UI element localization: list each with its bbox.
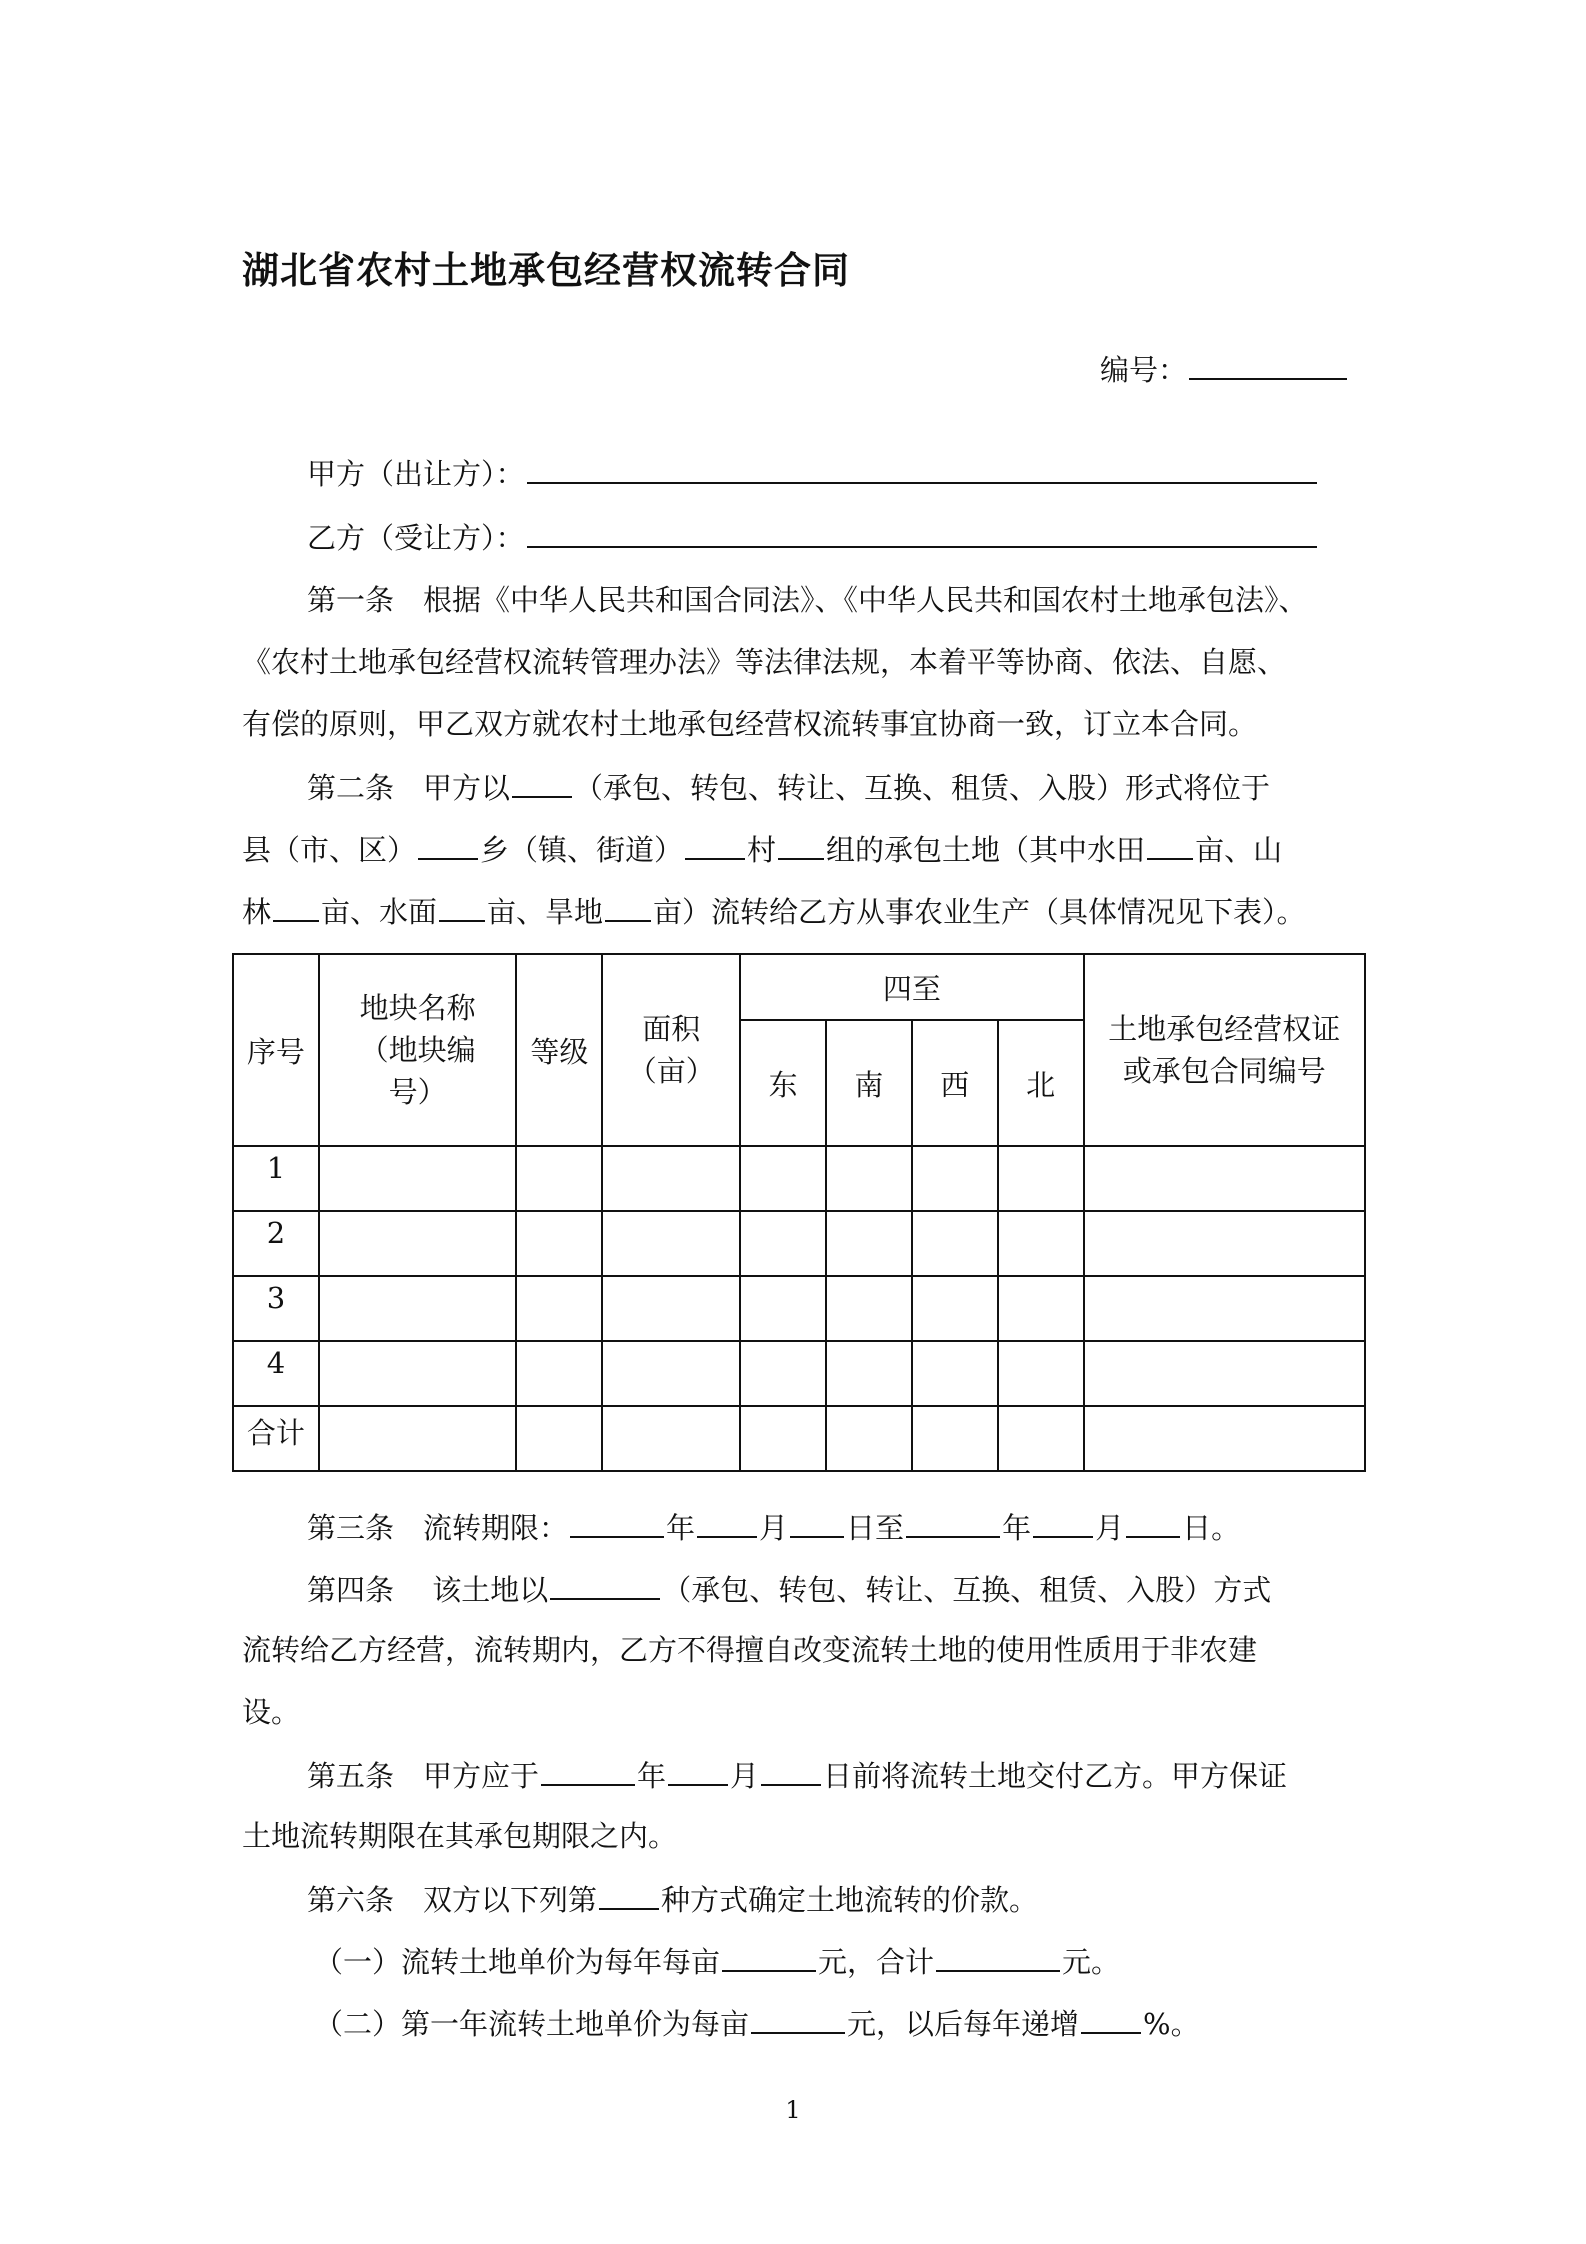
cell[interactable] — [740, 1211, 826, 1276]
village-blank[interactable] — [685, 828, 745, 860]
transfer-form-blank[interactable] — [512, 766, 572, 798]
article-2-text: 亩、山 — [1195, 833, 1283, 867]
document-title: 湖北省农村土地承包经营权流转合同 — [242, 249, 850, 292]
article-2-line-3 — [242, 890, 1306, 932]
start-day-blank[interactable] — [790, 1506, 844, 1538]
cell[interactable] — [319, 1276, 517, 1341]
header-certificate: 土地承包经营权证 或承包合同编号 — [1084, 954, 1365, 1146]
transfer-method-blank[interactable] — [550, 1568, 660, 1600]
table-row-total — [233, 1406, 1365, 1471]
article-1-line-3: 有偿的原则，甲乙双方就农村土地承包经营权流转事宜协商一致，订立本合同。 — [242, 707, 1258, 741]
article-6-text: （一）流转土地单价为每年每亩 — [314, 1945, 721, 1979]
delivery-month-blank[interactable] — [668, 1754, 728, 1786]
party-a — [307, 452, 1319, 494]
cell[interactable] — [1084, 1341, 1365, 1406]
article-6-text: 元，合计 — [818, 1945, 935, 1979]
page-number: 1 — [785, 2096, 801, 2124]
cell[interactable] — [740, 1146, 826, 1211]
header-west: 西 — [912, 1020, 998, 1146]
article-6-option-1 — [314, 1940, 1120, 1982]
cell[interactable] — [998, 1276, 1084, 1341]
cell[interactable] — [998, 1146, 1084, 1211]
cell[interactable] — [826, 1406, 912, 1471]
article-4-line-1 — [307, 1568, 1271, 1610]
article-4-text: （承包、转包、转让、互换、租赁、入股）方式 — [662, 1573, 1272, 1607]
article-5-line-1 — [307, 1754, 1287, 1796]
cell[interactable] — [826, 1211, 912, 1276]
article-3-text: 日至 — [846, 1511, 905, 1545]
dryland-area-blank[interactable] — [605, 890, 651, 922]
table-row — [233, 1341, 1365, 1406]
cell[interactable] — [740, 1341, 826, 1406]
party-a-label: 甲方（出让方）： — [307, 457, 525, 491]
delivery-year-blank[interactable] — [541, 1754, 635, 1786]
table-row — [233, 1276, 1365, 1341]
article-6-option-2 — [314, 2002, 1200, 2044]
total-price-blank[interactable] — [936, 1940, 1060, 1972]
cell[interactable] — [516, 1341, 602, 1406]
cell[interactable] — [826, 1341, 912, 1406]
cell[interactable] — [1084, 1211, 1365, 1276]
article-4-text: 第四条 该土地以 — [307, 1573, 549, 1607]
water-area-blank[interactable] — [439, 890, 485, 922]
cell[interactable] — [319, 1341, 517, 1406]
cell[interactable] — [998, 1341, 1084, 1406]
article-6-line-1 — [307, 1878, 1038, 1920]
article-2-text: 亩、水面 — [321, 895, 438, 929]
cell[interactable] — [1084, 1406, 1365, 1471]
article-3-text: 第三条 流转期限： — [307, 1511, 569, 1545]
article-5-line-2: 土地流转期限在其承包期限之内。 — [242, 1819, 678, 1853]
article-2-text: 村 — [747, 833, 777, 867]
end-year-blank[interactable] — [906, 1506, 1000, 1538]
forest-area-blank[interactable] — [273, 890, 319, 922]
article-2-text: 乡（镇、街道） — [480, 833, 684, 867]
cell[interactable] — [998, 1406, 1084, 1471]
cell[interactable] — [319, 1146, 517, 1211]
row-seq: 1 — [233, 1146, 319, 1211]
cell[interactable] — [516, 1146, 602, 1211]
cell[interactable] — [602, 1341, 740, 1406]
article-2-line-2 — [242, 828, 1282, 870]
article-1-line-2: 《农村土地承包经营权流转管理办法》等法律法规，本着平等协商、依法、自愿、 — [242, 645, 1287, 679]
article-1-line-1: 第一条 根据《中华人民共和国合同法》、《中华人民共和国农村土地承包法》、 — [307, 583, 1308, 617]
cell[interactable] — [1084, 1276, 1365, 1341]
article-5-text: 月 — [730, 1759, 760, 1793]
article-2-text: 第二条 甲方以 — [307, 771, 511, 805]
article-2-text: （承包、转包、转让、互换、租赁、入股）形式将位于 — [574, 771, 1271, 805]
end-day-blank[interactable] — [1126, 1506, 1180, 1538]
cell[interactable] — [516, 1211, 602, 1276]
article-3-text: 月 — [1095, 1511, 1125, 1545]
article-3-text: 月 — [759, 1511, 789, 1545]
row-seq: 2 — [233, 1211, 319, 1276]
article-3-text: 年 — [666, 1511, 696, 1545]
contract-number — [1100, 348, 1349, 390]
cell[interactable] — [912, 1211, 998, 1276]
article-2-text: 县（市、区） — [242, 833, 417, 867]
cell[interactable] — [602, 1276, 740, 1341]
cell[interactable] — [602, 1146, 740, 1211]
cell[interactable] — [998, 1211, 1084, 1276]
cell[interactable] — [912, 1406, 998, 1471]
article-6-text: 种方式确定土地流转的价款。 — [661, 1883, 1039, 1917]
delivery-day-blank[interactable] — [761, 1754, 821, 1786]
cell[interactable] — [319, 1406, 517, 1471]
first-year-price-blank[interactable] — [751, 2002, 845, 2034]
header-east: 东 — [740, 1020, 826, 1146]
table-row — [233, 1146, 1365, 1211]
cell[interactable] — [602, 1406, 740, 1471]
annual-increase-blank[interactable] — [1081, 2002, 1141, 2034]
end-month-blank[interactable] — [1033, 1506, 1093, 1538]
article-2-line-1 — [307, 766, 1270, 808]
article-3 — [307, 1506, 1240, 1548]
start-month-blank[interactable] — [697, 1506, 757, 1538]
row-total-label: 合计 — [233, 1406, 319, 1471]
header-seq: 序号 — [233, 954, 319, 1146]
header-boundaries: 四至 — [740, 954, 1083, 1020]
article-2-text: 林 — [242, 895, 272, 929]
contract-number-label: 编号： — [1100, 353, 1188, 387]
paddy-area-blank[interactable] — [1147, 828, 1193, 860]
article-3-text: 日。 — [1182, 1511, 1241, 1545]
price-method-blank[interactable] — [599, 1878, 659, 1910]
cell[interactable] — [319, 1211, 517, 1276]
row-seq: 4 — [233, 1341, 319, 1406]
article-6-text: %。 — [1143, 2007, 1200, 2041]
article-3-text: 年 — [1002, 1511, 1032, 1545]
cell[interactable] — [912, 1276, 998, 1341]
table-row — [233, 1211, 1365, 1276]
cell[interactable] — [740, 1406, 826, 1471]
start-year-blank[interactable] — [570, 1506, 664, 1538]
header-parcel-name: 地块名称 （地块编 号） — [319, 954, 517, 1146]
cell[interactable] — [912, 1341, 998, 1406]
party-b-label: 乙方（受让方）： — [307, 521, 525, 555]
article-5-text: 第五条 甲方应于 — [307, 1759, 540, 1793]
cell[interactable] — [826, 1276, 912, 1341]
cell[interactable] — [912, 1146, 998, 1211]
contract-number-blank[interactable] — [1189, 348, 1347, 380]
article-2-text: 亩）流转给乙方从事农业生产（具体情况见下表）。 — [653, 895, 1306, 929]
row-seq: 3 — [233, 1276, 319, 1341]
header-area: 面积 （亩） — [602, 954, 740, 1146]
party-b — [307, 516, 1319, 558]
article-4-line-2: 流转给乙方经营，流转期内，乙方不得擅自改变流转土地的使用性质用于非农建 — [242, 1633, 1258, 1667]
party-b-blank[interactable] — [527, 516, 1317, 548]
article-4-line-3: 设。 — [242, 1695, 301, 1729]
article-6-text: 第六条 双方以下列第 — [307, 1883, 598, 1917]
cell[interactable] — [740, 1276, 826, 1341]
land-parcel-table — [232, 953, 1366, 1472]
header-grade: 等级 — [516, 954, 602, 1146]
article-6-text: 元，以后每年递增 — [847, 2007, 1080, 2041]
article-5-text: 日前将流转土地交付乙方。甲方保证 — [823, 1759, 1288, 1793]
cell[interactable] — [602, 1211, 740, 1276]
article-2-text: 组的承包土地（其中水田 — [826, 833, 1146, 867]
township-blank[interactable] — [418, 828, 478, 860]
cell[interactable] — [516, 1276, 602, 1341]
article-2-text: 亩、旱地 — [487, 895, 604, 929]
party-a-blank[interactable] — [527, 452, 1317, 484]
article-5-text: 年 — [637, 1759, 667, 1793]
unit-price-blank[interactable] — [722, 1940, 816, 1972]
cell[interactable] — [516, 1406, 602, 1471]
article-6-text: 元。 — [1062, 1945, 1121, 1979]
header-north: 北 — [998, 1020, 1084, 1146]
group-blank[interactable] — [778, 828, 824, 860]
cell[interactable] — [826, 1146, 912, 1211]
header-south: 南 — [826, 1020, 912, 1146]
cell[interactable] — [1084, 1146, 1365, 1211]
article-6-text: （二）第一年流转土地单价为每亩 — [314, 2007, 750, 2041]
